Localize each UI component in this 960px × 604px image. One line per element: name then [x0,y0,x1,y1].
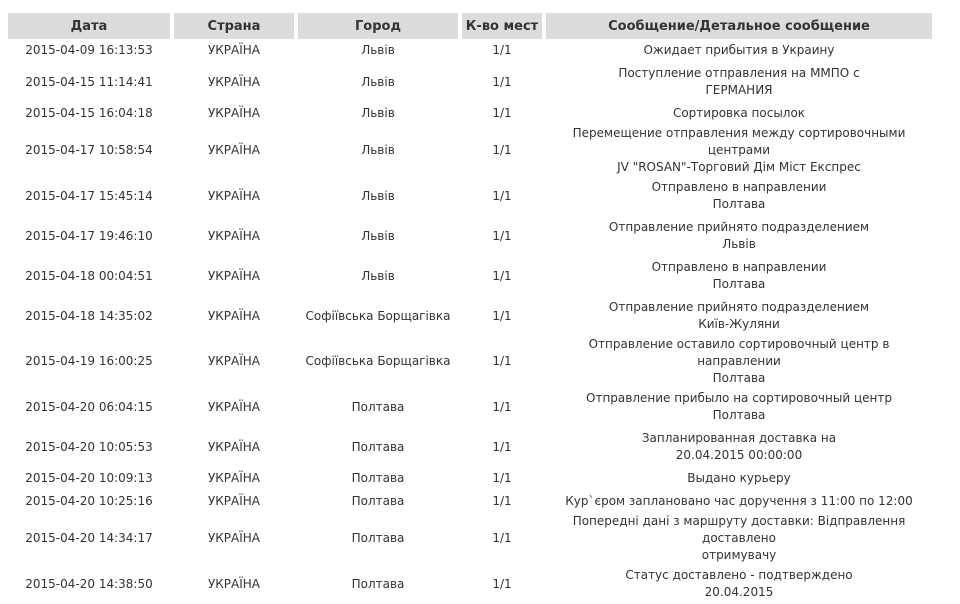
cell-message [546,256,932,296]
cell-quantity: 1/1 [492,494,512,508]
cell-city: Полтава [351,576,405,591]
cell-city: Полтава [351,531,405,545]
cell-date: 2015-04-17 10:58:54 [25,143,153,157]
cell-quantity: 1/1 [492,188,512,203]
detail-text: 20.04.2015 00:00:00 [675,448,803,462]
table-row [8,216,932,256]
cell-city: Львів [361,106,395,120]
table-body [8,39,932,604]
cell-message [546,427,932,467]
cell-country: УКРАЇНА [207,268,261,283]
cell-quantity: 1/1 [492,74,512,89]
cell-country: УКРАЇНА [207,494,261,508]
cell-city: Львів [361,188,395,203]
header-country: Страна [174,13,294,39]
cell-quantity: 1/1 [492,439,512,454]
table-row [8,467,932,490]
cell-message [546,336,932,387]
cell-city: Львів [361,268,395,283]
message-text: Выдано курьеру [687,471,791,485]
header-city: Город [298,13,458,39]
message-text: Отправлено в направлении [651,180,827,194]
table-row [8,176,932,216]
cell-date: 2015-04-15 16:04:18 [25,106,153,120]
table-row [8,39,932,62]
message-text: Отправление прибыло на сортировочный центр [586,391,892,405]
cell-message [546,176,932,216]
cell-country: УКРАЇНА [207,439,261,454]
cell-country: УКРАЇНА [207,188,261,203]
cell-city: Полтава [351,439,405,454]
cell-date: 2015-04-20 10:25:16 [25,494,153,508]
message-text: Отправлено в направлении [651,260,827,274]
cell-message [546,216,932,256]
message-text: Попередні дані з маршруту доставки: Відправлення доставлено [572,514,906,545]
cell-quantity: 1/1 [492,531,512,545]
cell-country: УКРАЇНА [207,143,261,157]
tracking-table-container [4,13,934,604]
cell-date: 2015-04-17 15:45:14 [25,188,153,203]
tracking-table [4,13,936,604]
cell-quantity: 1/1 [492,471,512,485]
message-text: Запланированная доставка на [641,431,837,445]
cell-city: Софіївська Борщагівка [305,354,451,368]
message-text: Перемещение отправления между сортировочными центрами [572,126,906,157]
detail-text: Полтава [712,408,766,422]
message-text: Статус доставлено - подтверждено [625,568,853,582]
table-row [8,125,932,176]
cell-date: 2015-04-09 16:13:53 [25,43,153,57]
detail-text: ГЕРМАНИЯ [705,83,773,97]
cell-country: УКРАЇНА [207,399,261,414]
table-row [8,102,932,125]
table-row [8,296,932,336]
cell-quantity: 1/1 [492,106,512,120]
cell-message [546,490,932,513]
cell-message [546,296,932,336]
header-quantity: К-во мест [462,13,542,39]
message-text: Отправление оставило сортировочный центр в направлении [588,337,890,368]
message-text: Поступление отправления на ММПО с [618,66,860,80]
cell-city: Полтава [351,494,405,508]
message-text: Ожидает прибытия в Украину [643,43,835,57]
header-message: Сообщение/Детальное сообщение [546,13,932,39]
cell-city: Софіївська Борщагівка [305,308,451,323]
cell-message [546,513,932,564]
cell-country: УКРАЇНА [207,106,261,120]
cell-quantity: 1/1 [492,308,512,323]
cell-city: Львів [361,74,395,89]
cell-date: 2015-04-20 14:38:50 [25,576,153,591]
table-row [8,387,932,427]
cell-message [546,125,932,176]
cell-quantity: 1/1 [492,354,512,368]
cell-quantity: 1/1 [492,399,512,414]
cell-country: УКРАЇНА [207,308,261,323]
header-date: Дата [8,13,170,39]
cell-quantity: 1/1 [492,268,512,283]
cell-city: Львів [361,228,395,243]
detail-text: Полтава [712,277,766,291]
message-text: Сортировка посылок [672,106,806,120]
cell-country: УКРАЇНА [207,471,261,485]
cell-quantity: 1/1 [492,576,512,591]
cell-city: Полтава [351,399,405,414]
message-text: Отправление прийнято подразделением [608,220,870,234]
cell-country: УКРАЇНА [207,531,261,545]
cell-quantity: 1/1 [492,43,512,57]
table-row [8,62,932,102]
detail-text: Полтава [712,197,766,211]
detail-text: JV "ROSAN"-Торговий Дім Міст Експрес [617,160,861,174]
cell-quantity: 1/1 [492,143,512,157]
cell-date: 2015-04-17 19:46:10 [25,228,153,243]
cell-date: 2015-04-20 10:05:53 [25,439,153,454]
detail-text: Львів [722,237,756,251]
cell-city: Полтава [351,471,405,485]
cell-country: УКРАЇНА [207,43,261,57]
cell-message [546,564,932,604]
detail-text: 20.04.2015 [704,585,774,599]
cell-message [546,467,932,490]
table-row [8,564,932,604]
table-row [8,336,932,387]
cell-message [546,387,932,427]
detail-text: отримувачу [701,548,777,562]
table-row [8,490,932,513]
cell-date: 2015-04-19 16:00:25 [25,354,153,368]
cell-city: Львів [361,143,395,157]
table-row [8,513,932,564]
table-row [8,256,932,296]
cell-quantity: 1/1 [492,228,512,243]
cell-message [546,102,932,125]
cell-city: Львів [361,43,395,57]
cell-date: 2015-04-18 14:35:02 [25,308,153,323]
cell-message [546,62,932,102]
table-header-row [8,13,932,39]
cell-date: 2015-04-20 14:34:17 [25,531,153,545]
cell-country: УКРАЇНА [207,74,261,89]
detail-text: Полтава [712,371,766,385]
table-row [8,427,932,467]
cell-country: УКРАЇНА [207,354,261,368]
detail-text: Київ-Жуляни [698,317,780,331]
message-text: Кур`єром заплановано час доручення з 11:00 по 12:00 [565,494,913,508]
message-text: Отправление прийнято подразделением [608,300,870,314]
cell-date: 2015-04-20 06:04:15 [25,399,153,414]
cell-date: 2015-04-20 10:09:13 [25,471,153,485]
cell-country: УКРАЇНА [207,228,261,243]
cell-date: 2015-04-15 11:14:41 [25,74,153,89]
cell-country: УКРАЇНА [207,576,261,591]
cell-message [546,39,932,62]
cell-date: 2015-04-18 00:04:51 [25,268,153,283]
